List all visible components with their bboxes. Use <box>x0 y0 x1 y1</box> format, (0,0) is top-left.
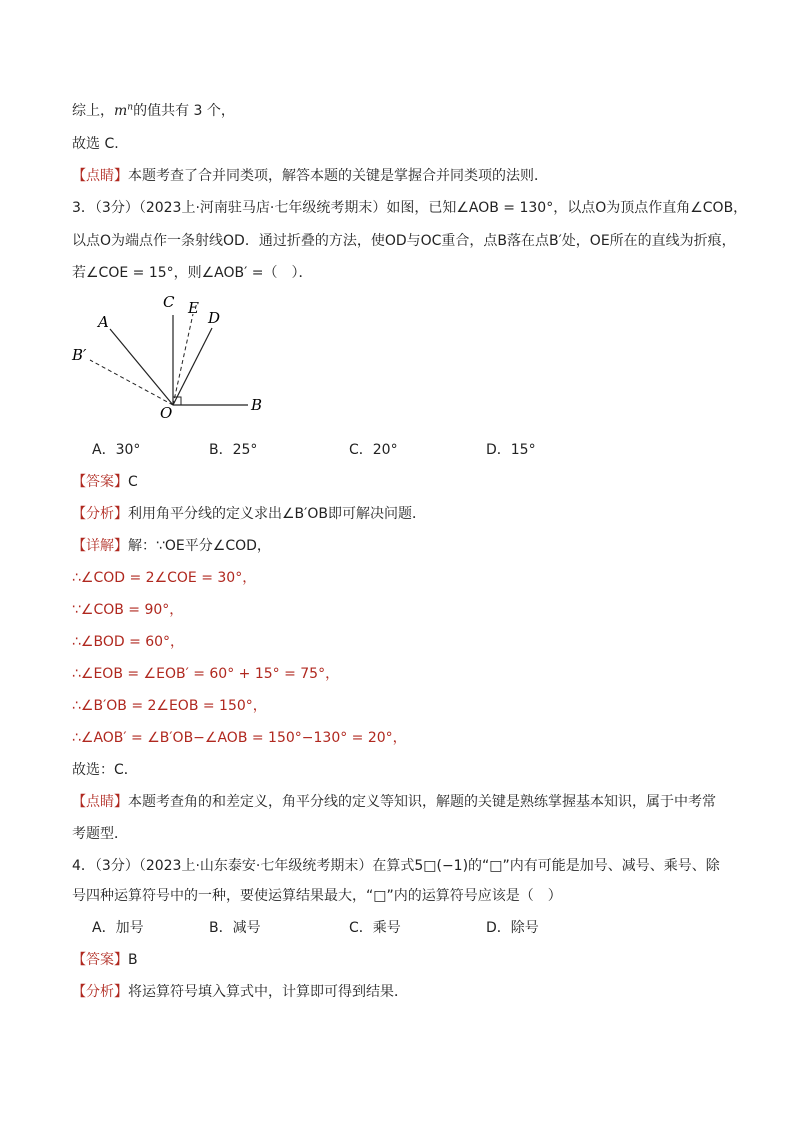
q3-option-c: C．20° <box>349 442 398 458</box>
ray-OE-dashed <box>173 314 193 405</box>
ray-OA <box>110 329 173 405</box>
q4-answer: 【答案】B <box>72 952 138 968</box>
q4-stem-line1: 4．（3分）（2023上·山东泰安·七年级统考期末）在算式5□(−1)的“□”内有可能是加号、减号、乘号、除 <box>72 858 720 874</box>
q3-option-d: D．15° <box>486 442 536 458</box>
label-B: B <box>251 396 263 414</box>
q4-option-c: C．乘号 <box>349 920 401 936</box>
conclusion-line: 综上，$m^n$的值共有 3 个， <box>72 102 235 119</box>
q3-step-1: ∴∠COD = 2∠COE = 30°， <box>72 570 257 586</box>
q4-stem-line2: 号四种运算符号中的一种，要使运算结果最大，“□”内的运算符号应该是（ ） <box>72 888 562 904</box>
q3-dianjing: 【点睛】本题考查角的和差定义，角平分线的定义等知识，解题的关键是熟练掌握基本知识，属于中考常 <box>72 794 716 810</box>
q3-dianjing-cont: 考题型． <box>72 826 128 842</box>
q3-step-5: ∴∠B′OB = 2∠EOB = 150°， <box>72 698 267 714</box>
q3-option-a: A．30° <box>92 442 141 458</box>
q4-option-d: D．除号 <box>486 920 539 936</box>
q3-choice: 故选：C． <box>72 762 138 778</box>
ray-OD <box>173 328 212 405</box>
q3-step-6: ∴∠AOB′ = ∠B′OB−∠AOB = 150°−130° = 20°， <box>72 730 407 746</box>
q3-step-4: ∴∠EOB = ∠EOB′ = 60° + 15° = 75°， <box>72 666 340 682</box>
q2-choice: 故选 C. <box>72 136 119 152</box>
q3-step-3: ∴∠BOD = 60°， <box>72 634 185 650</box>
label-E: E <box>188 299 199 317</box>
q4-option-b: B．减号 <box>209 920 261 936</box>
label-C: C <box>163 293 175 311</box>
q3-stem-line1: 3．（3分）（2023上·河南驻马店·七年级统考期末）如图，已知∠AOB = 130°，以点O为顶点作直角∠COB， <box>72 200 748 216</box>
angle-figure <box>60 285 290 425</box>
ray-OBprime-dashed <box>90 360 173 405</box>
q4-analysis: 【分析】将运算符号填入算式中，计算即可得到结果． <box>72 984 408 1000</box>
label-A: A <box>98 313 109 331</box>
label-O: O <box>160 404 173 422</box>
q3-option-b: B．25° <box>209 442 258 458</box>
q4-option-a: A．加号 <box>92 920 144 936</box>
label-B-prime: B′ <box>72 346 87 364</box>
q3-step-2: ∵∠COB = 90°， <box>72 602 184 618</box>
q3-stem-line2: 以点O为端点作一条射线OD．通过折叠的方法，使OD与OC重合，点B落在点B′处，OE所在的直线为折痕， <box>72 233 736 249</box>
q3-stem-line3: 若∠COE = 15°，则∠AOB′ =（ ）． <box>72 265 313 281</box>
q2-dianjing: 【点睛】本题考查了合并同类项，解答本题的关键是掌握合并同类项的法则． <box>72 168 548 184</box>
q3-answer: 【答案】C <box>72 474 138 490</box>
q3-detail: 【详解】解：∵OE平分∠COD， <box>72 538 271 554</box>
q3-analysis: 【分析】利用角平分线的定义求出∠B′OB即可解决问题． <box>72 506 426 522</box>
label-D: D <box>208 309 221 327</box>
